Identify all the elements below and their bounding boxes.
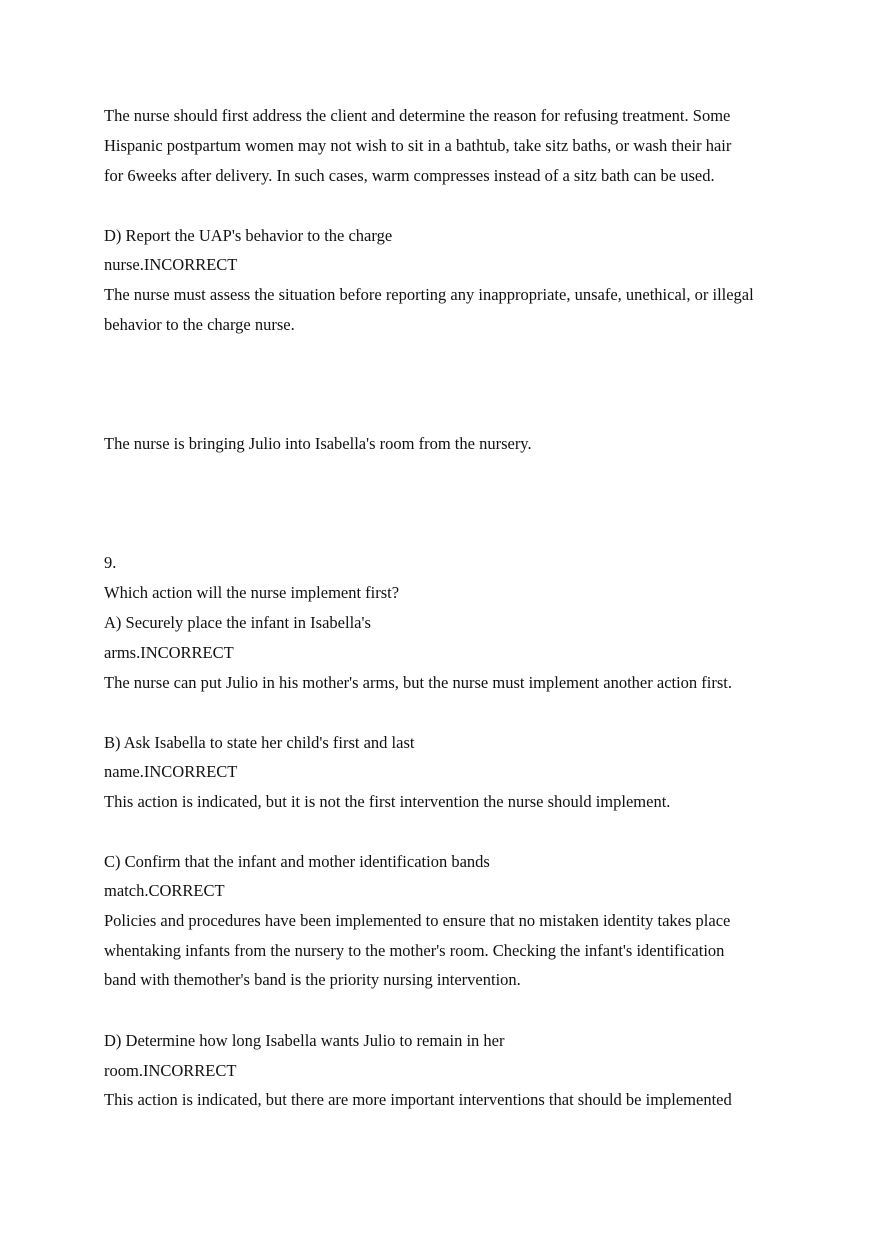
option-d-verdict: room.INCORRECT bbox=[104, 1061, 237, 1080]
explanation-line: Hispanic postpartum women may not wish to sit in a bathtub, take sitz baths, or wash their hair bbox=[104, 136, 732, 155]
option-d-rationale: The nurse must assess the situation before reporting any inappropriate, unsafe, unethical, or illegal bbox=[104, 285, 754, 304]
explanation-line: for 6weeks after delivery. In such cases, warm compresses instead of a sitz bath can be used. bbox=[104, 166, 715, 185]
option-c-text: C) Confirm that the infant and mother identification bands bbox=[104, 852, 490, 871]
option-b-text: B) Ask Isabella to state her child's first and last bbox=[104, 733, 415, 752]
option-d-verdict: nurse.INCORRECT bbox=[104, 255, 238, 274]
option-c-rationale: band with themother's band is the priority nursing intervention. bbox=[104, 970, 521, 989]
option-b-rationale: This action is indicated, but it is not the first intervention the nurse should implement. bbox=[104, 792, 671, 811]
explanation-line: The nurse should first address the client and determine the reason for refusing treatment. Some bbox=[104, 106, 731, 125]
option-c-rationale: Policies and procedures have been implemented to ensure that no mistaken identity takes place bbox=[104, 911, 731, 930]
scenario-text: The nurse is bringing Julio into Isabella's room from the nursery. bbox=[104, 434, 532, 453]
option-d-text: D) Report the UAP's behavior to the charge bbox=[104, 226, 393, 245]
option-d-rationale: This action is indicated, but there are more important interventions that should be implemented bbox=[104, 1090, 732, 1109]
option-c-rationale: whentaking infants from the nursery to the mother's room. Checking the infant's identification bbox=[104, 941, 725, 960]
option-b-verdict: name.INCORRECT bbox=[104, 762, 238, 781]
question-number: 9. bbox=[104, 553, 117, 572]
option-a-text: A) Securely place the infant in Isabella's bbox=[104, 613, 371, 632]
option-d-rationale: behavior to the charge nurse. bbox=[104, 315, 295, 334]
option-a-rationale: The nurse can put Julio in his mother's arms, but the nurse must implement another action first. bbox=[104, 673, 733, 692]
option-c-verdict: match.CORRECT bbox=[104, 881, 225, 900]
question-prompt: Which action will the nurse implement first? bbox=[104, 583, 400, 602]
option-d-text: D) Determine how long Isabella wants Julio to remain in her bbox=[104, 1031, 505, 1050]
option-a-verdict: arms.INCORRECT bbox=[104, 643, 234, 662]
